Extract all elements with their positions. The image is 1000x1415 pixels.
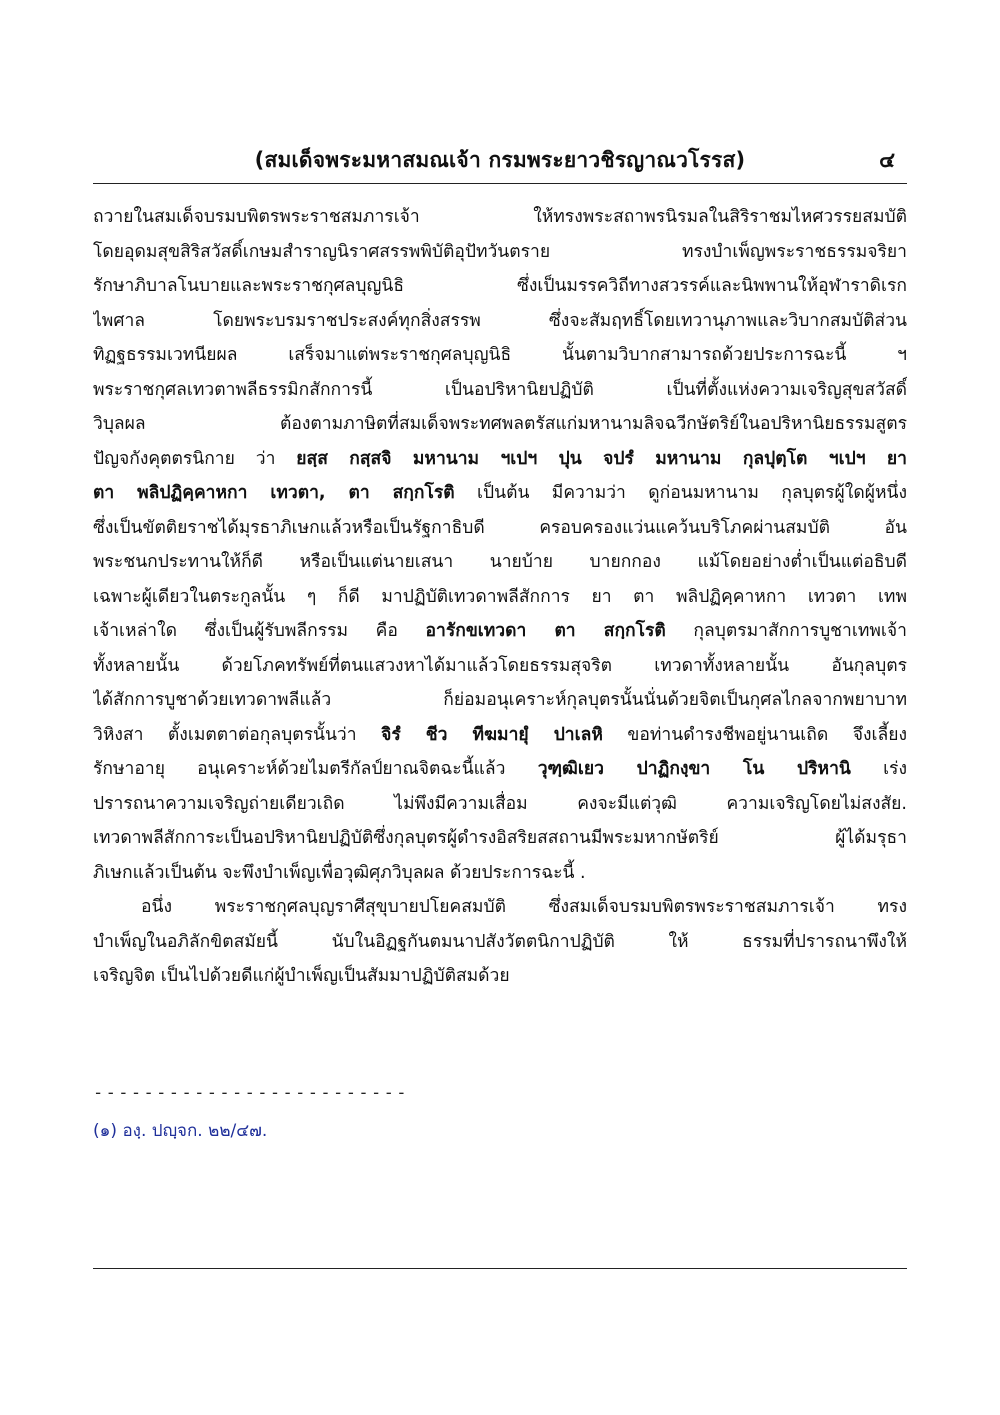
text-line	[93, 442, 907, 477]
text-line: บำเพ็ญในอภิลักขิตสมัยนี้ นับในอิฏฐกันตมนาปสังวัตตนิกาปฏิบัติ ให้ ธรรมที่ปรารถนาพึงให้	[93, 931, 907, 952]
page-title: (สมเด็จพระมหาสมณเจ้า กรมพระยาวชิรญาณวโรรส)	[254, 148, 746, 172]
text-line: พระราชกุศลเทวตาพลีธรรมิกสักการนี้ เป็นอปริหานิยปฏิบัติ เป็นที่ตั้งแห่งความเจริญสุขสวัสดิ์	[93, 379, 907, 400]
text-line: วิบุลผล ต้องตามภาษิตที่สมเด็จพระทศพลตรัสแก่มหานามลิจฉวีกษัตริย์ในอปริหานิยธรรมสูตร	[93, 414, 907, 434]
text-line: ซึ่งเป็นขัตติยราชได้มุรธาภิเษกแล้วหรือเป็นรัฐกาธิบดี ครอบครองแว่นแคว้นบริโภคผ่านสมบัติ อัน	[93, 517, 907, 538]
page-number: ๔	[879, 148, 895, 172]
pali-quote: ตา พลิปฏิคฺคาหกา เทวตา, ตา สกฺกโรติ	[93, 483, 455, 503]
page-header	[93, 140, 907, 180]
text-line	[93, 718, 907, 753]
text-line	[93, 614, 907, 649]
footnote-divider: -------------------------	[93, 1083, 409, 1103]
text-span: วิหิงสา ตั้งเมตตาต่อกุลบุตรนั้นว่า	[93, 724, 382, 745]
footer-rule	[93, 1268, 907, 1269]
footnote: (๑) องฺ. ปญฺจก. ๒๒/๔๗.	[93, 1121, 268, 1141]
text-line: อนึ่ง พระราชกุศลบุญราศีสุขุบายปโยคสมบัติ ซึ่งสมเด็จบรมบพิตรพระราชสมภารเจ้า ทรง	[141, 897, 907, 917]
text-line: ทิฏฐธรรมเวทนียผล เสร็จมาแต่พระราชกุศลบุญนิธิ นั้นตามวิบากสามารถด้วยประการฉะนี้ ฯ	[93, 345, 907, 365]
text-span: ปัญจกังคุตตรนิกาย ว่า	[93, 448, 297, 469]
text-line: ถวายในสมเด็จบรมบพิตรพระราชสมภารเจ้า ให้ทรงพระสถาพรนิรมลในสิริราชมไหศวรรยสมบัติ	[93, 207, 907, 227]
text-line: ได้สักการบูชาด้วยเทวดาพลีแล้ว ก็ย่อมอนุเคราะห์กุลบุตรนั้นนั่นด้วยจิตเป็นกุศลไกลจากพยาบาท	[93, 690, 907, 710]
text-line: ไพศาล โดยพระบรมราชประสงค์ทุกสิ่งสรรพ ซึ่งจะสัมฤทธิ์โดยเทวานุภาพและวิบากสมบัติส่วน	[93, 310, 907, 331]
text-span: ขอท่านดำรงชีพอยู่นานเถิด จึงเลี้ยง	[602, 724, 907, 745]
text-line: ปรารถนาความเจริญถ่ายเดียวเถิด ไม่พึงมีความเสื่อม คงจะมีแต่วุฒิ ความเจริญโดยไม่สงสัย.	[93, 793, 907, 814]
text-line	[93, 752, 907, 787]
text-span: เจ้าเหล่าใด ซึ่งเป็นผู้รับพลีกรรม คือ	[93, 621, 426, 641]
text-line: ทั้งหลายนั้น ด้วยโภคทรัพย์ที่ตนแสวงหาได้มาแล้วโดยธรรมสุจริต เทวดาทั้งหลายนั้น อันกุลบุตร	[93, 655, 907, 676]
text-span: กุลบุตรมาสักการบูชาเทพเจ้า	[665, 621, 907, 641]
text-line: ภิเษกแล้วเป็นต้น จะพึงบำเพ็ญเพื่อวุฒิศุภวิบุลผล ด้วยประการฉะนี้ .	[93, 862, 586, 883]
text-line: รักษาภิบาลโนบายและพระราชกุศลบุญนิธิ ซึ่งเป็นมรรควิถีทางสวรรค์และนิพพานให้อุฬาราดิเรก	[93, 276, 907, 296]
text-line: พระชนกประทานให้ก็ดี หรือเป็นแต่นายเสนา นายบ้าย บายกกอง แม้โดยอย่างต่ำเป็นแต่อธิบดี	[93, 552, 907, 572]
text-line: เจริญจิต เป็นไปด้วยดีแก่ผู้บำเพ็ญเป็นสัมมาปฏิบัติสมด้วย	[93, 966, 510, 986]
pali-quote: วุฑฺฒิเยว ปาฏิกงฺขา โน ปริหานิ	[537, 759, 851, 779]
text-span: เร่ง	[850, 759, 907, 779]
pali-quote: จิรํ ชีว ทีฆมายุํ ปาเลหิ	[381, 724, 603, 745]
text-line: เฉพาะผู้เดียวในตระกูลนั้น ๆ ก็ดี มาปฏิบัติเทวดาพลีสักการ ยา ตา พลิปฏิคฺคาหกา เทวตา เทพ	[93, 586, 907, 607]
document-body	[93, 200, 907, 994]
text-line: เทวดาพลีสักการะเป็นอปริหานิยปฏิบัติซึ่งกุลบุตรผู้ดำรงอิสริยสสถานมีพระมหากษัตริย์ ผู้ได้มรุธา	[93, 828, 907, 848]
pali-quote: ยสฺส กสฺสจิ มหานาม ฯเปฯ ปุน จปรํ มหานาม กุลปุตฺโต ฯเปฯ ยา	[296, 448, 907, 469]
text-span: รักษาอายุ อนุเคราะห์ด้วยไมตรีกัลป์ยาณจิตฉะนี้แล้ว	[93, 759, 538, 779]
text-line	[93, 476, 907, 511]
header-rule	[93, 183, 907, 184]
text-line: โดยอุดมสุขสิริสวัสดิ์เกษมสำราญนิราศสรรพพิบัติอุปัทวันตราย ทรงบำเพ็ญพระราชธรรมจริยา	[93, 241, 907, 262]
text-span: เป็นต้น มีความว่า ดูก่อนมหานาม กุลบุตรผู้ใดผู้หนึ่ง	[454, 483, 907, 503]
pali-quote: อารักขเทวดา ตา สกฺกโรติ	[425, 621, 666, 641]
